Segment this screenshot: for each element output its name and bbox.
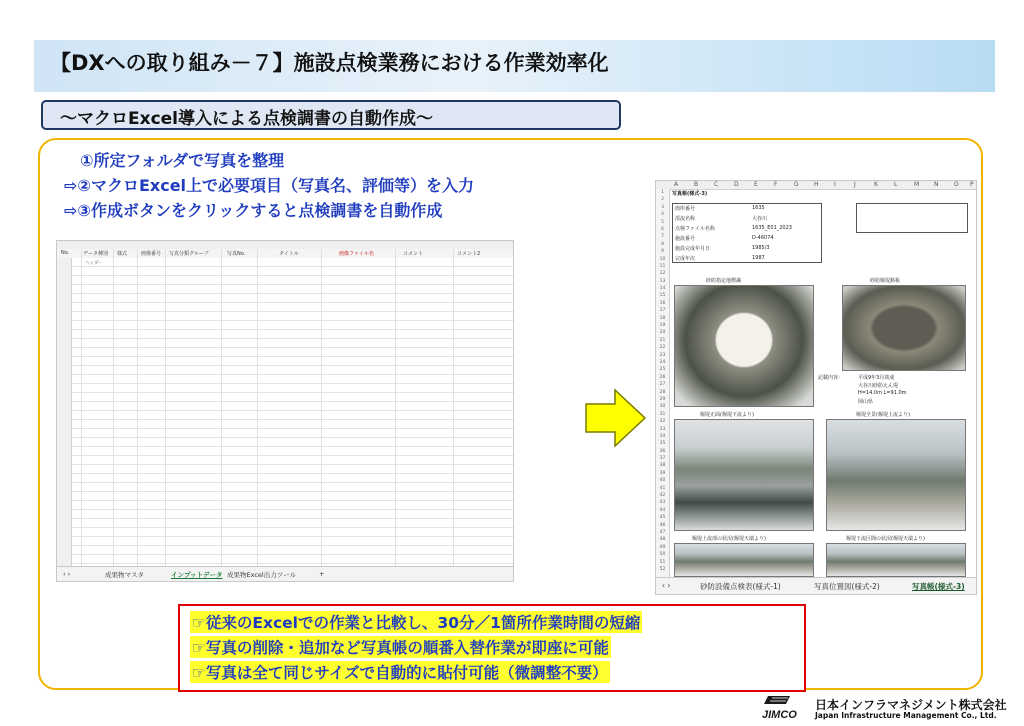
photo-dam-front xyxy=(674,419,814,531)
header-comment-2: コメント2 xyxy=(457,251,481,257)
photo-caption: 砂防堰堤銘板 xyxy=(870,278,901,284)
field-value: 1987 xyxy=(752,255,765,261)
tab-photo-location-map[interactable]: 写真位置図(様式-2) xyxy=(814,582,880,591)
field-label: 施設完成年月日 xyxy=(675,246,711,252)
header-no: No. xyxy=(61,250,70,256)
field-value: 1985/3 xyxy=(752,245,770,251)
header-image-file: 画像ファイル名 xyxy=(339,251,374,257)
header-photo-no: 写真No. xyxy=(227,251,246,257)
memo-line: H=14.0m L=91.0m xyxy=(858,390,907,396)
tab-excel-output-tool[interactable]: 成果物Excel出力ツール xyxy=(227,571,297,579)
row-numbers: 1 2 3 4 5 6 7 8 9 10 11 12 13 14 15 16 17 18 19 20 21 22 23 24 25 26 27 28 29 30 31 32 33 34 35 36 37 38 39 40 41 42 43 44 45 46 47 48 49 50 51 52 xyxy=(656,189,670,578)
column-letters: A B C D E F G H I J K L M N O P xyxy=(656,181,976,190)
step-3: ⇨③作成ボタンをクリックすると点検調書を自動作成 xyxy=(64,201,443,220)
tab-photo-ledger[interactable]: 写真帳(様式-3) xyxy=(912,582,965,591)
header-comment: コメント xyxy=(403,251,424,257)
ledger-tab-bar xyxy=(656,577,976,594)
tab-scroll-arrows[interactable]: ‹ › xyxy=(662,581,671,590)
memo-line: 平成9年3月竣成 xyxy=(858,375,895,381)
field-value: 1635 xyxy=(752,205,765,211)
ledger-title: 写真帳(様式-3) xyxy=(672,191,708,197)
tab-deliverable-master[interactable]: 成果物マスタ xyxy=(105,571,144,579)
company-name-jp: 日本インフラマネジメント株式会社 xyxy=(815,698,1007,712)
company-name-en: Japan Infrastructure Management Co., Ltd. xyxy=(815,711,997,720)
photo-caption: 堰堤下流区間の状況(堰堤天端より) xyxy=(846,536,925,542)
benefit-1: ☞従来のExcelでの作業と比較し、30分／1箇所作業時間の短縮 xyxy=(190,611,642,633)
field-value: 大谷川 xyxy=(752,216,768,222)
memo-line: 大谷川砂防えん堤 xyxy=(858,383,899,389)
first-row-label: ヘッダー xyxy=(85,261,103,266)
field-value: 1635_E01_2023 xyxy=(752,225,792,231)
inspector-box xyxy=(856,203,968,233)
right-arrow-icon xyxy=(585,388,647,448)
input-spreadsheet xyxy=(56,240,514,582)
photo-caption: 堰堤正面(堰堤下流より) xyxy=(700,412,754,418)
photo-downstream xyxy=(826,543,966,577)
company-logo-icon xyxy=(760,694,808,720)
photo-caption: 堰堤上流部の状況(堰堤天端より) xyxy=(692,536,766,542)
memo-line: 岡山県 xyxy=(858,399,874,405)
subtitle: ～マクロExcel導入による点検調書の自動作成～ xyxy=(60,109,434,129)
photo-caption: 砂防指定地標識 xyxy=(706,278,742,284)
tab-input-data[interactable]: インプットデータ xyxy=(171,571,223,579)
header-form: 様式 xyxy=(117,251,128,257)
field-label: 渓流名称 xyxy=(675,216,696,222)
info-table xyxy=(672,203,822,263)
svg-text:JIMCO: JIMCO xyxy=(762,709,797,720)
tab-add-sheet[interactable]: + xyxy=(319,570,325,578)
tab-inspection-sheet[interactable]: 砂防設備点検表(様式-1) xyxy=(700,582,781,591)
field-label: 施設番号 xyxy=(675,236,696,242)
field-label: 完成年次 xyxy=(675,256,696,262)
photo-ledger-spreadsheet xyxy=(655,180,977,595)
photo-dam-overview xyxy=(826,419,966,531)
header-image-no: 画像番号 xyxy=(141,251,162,257)
benefit-3: ☞写真は全て同じサイズで自動的に貼付可能（微調整不要） xyxy=(190,661,610,683)
field-label: 箇所番号 xyxy=(675,206,696,212)
tab-scroll-arrows[interactable]: ‹ › xyxy=(63,570,71,578)
benefit-2: ☞写真の削除・追加など写真帳の順番入替作業が即座に可能 xyxy=(190,636,611,658)
photo-upstream xyxy=(674,543,814,577)
memo-label: 記載内容： xyxy=(818,375,844,381)
step-2: ⇨②マクロExcel上で必要項目（写真名、評価等）を入力 xyxy=(64,176,475,195)
photo-sabo-sign xyxy=(674,285,814,407)
photo-caption: 堰堤全景(堰堤上流より) xyxy=(856,412,910,418)
sheet-tab-bar xyxy=(57,566,513,581)
sheet-grid xyxy=(57,258,513,567)
step-1: ①所定フォルダで写真を整理 xyxy=(80,151,285,170)
page-title: 【DXへの取り組み－７】施設点検業務における作業効率化 xyxy=(50,51,609,75)
header-photo-group: 写真分類グループ xyxy=(169,251,209,257)
photo-dam-plate xyxy=(842,285,966,371)
field-value: D-46074 xyxy=(752,235,774,241)
header-data-type: データ種別 xyxy=(83,251,109,257)
header-title: タイトル xyxy=(279,251,299,257)
field-label: 点検ファイル名称 xyxy=(675,226,715,232)
row-number-column xyxy=(57,258,72,567)
